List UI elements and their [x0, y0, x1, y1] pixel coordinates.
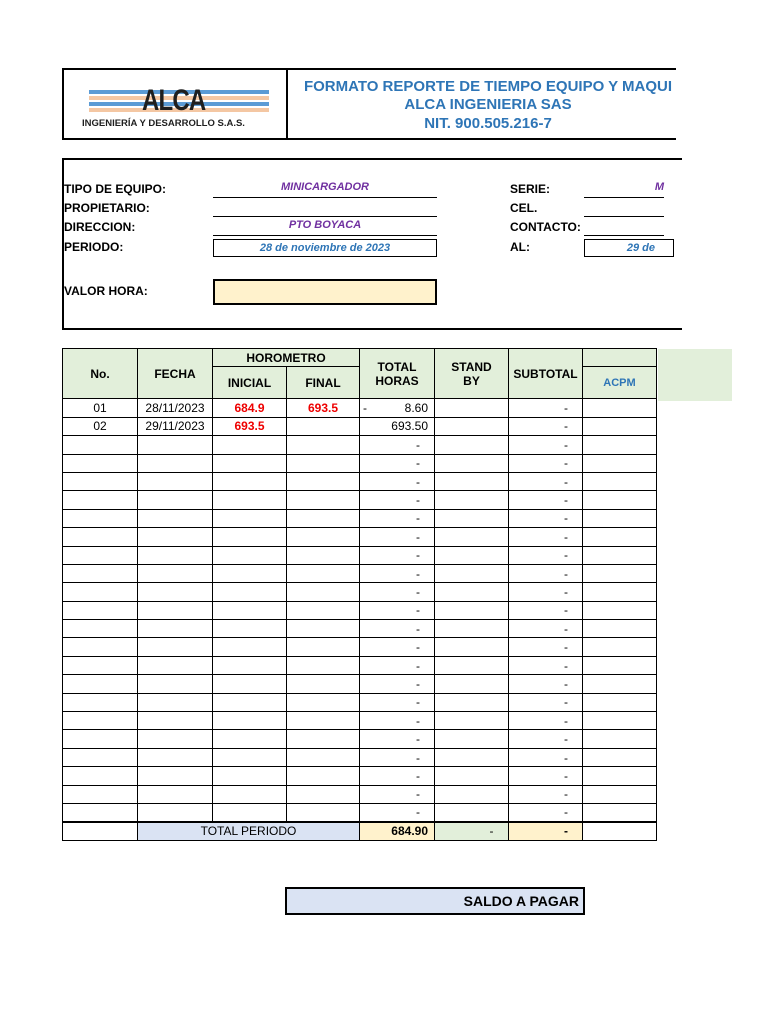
- col-header-subtotal: SUBTOTAL: [509, 349, 583, 399]
- cell-fecha[interactable]: [138, 767, 213, 785]
- al-field[interactable]: 29 de: [584, 239, 674, 257]
- cell-subtotal[interactable]: -: [509, 528, 583, 546]
- cell-total-horas[interactable]: -: [360, 748, 435, 766]
- total-subtotal: -: [509, 822, 583, 840]
- cell-no[interactable]: [63, 748, 138, 766]
- table-row: [63, 601, 657, 619]
- cell-final[interactable]: [287, 675, 360, 693]
- saldo-a-pagar: SALDO A PAGAR: [285, 887, 585, 915]
- propietario-field[interactable]: [213, 200, 437, 217]
- cell-final[interactable]: [287, 785, 360, 803]
- table-row: [63, 436, 657, 454]
- cell-inicial[interactable]: [213, 656, 287, 674]
- cell-no[interactable]: [63, 656, 138, 674]
- cell-total-lead: -: [363, 401, 367, 416]
- cell-subtotal[interactable]: -: [509, 693, 583, 711]
- cell-stand-by[interactable]: [435, 417, 509, 435]
- cell-subtotal[interactable]: -: [509, 601, 583, 619]
- cell-total-value: 8.60: [404, 401, 428, 416]
- cell-acpm[interactable]: [583, 472, 657, 490]
- table-row: [63, 564, 657, 582]
- serie-label: SERIE:: [510, 182, 551, 196]
- cell-final[interactable]: [287, 620, 360, 638]
- table-row: [63, 693, 657, 711]
- table-row: [63, 546, 657, 564]
- cell-fecha[interactable]: [138, 528, 213, 546]
- title-box: [286, 68, 676, 140]
- cell-fecha[interactable]: [138, 546, 213, 564]
- cell-acpm[interactable]: [583, 417, 657, 435]
- cell-subtotal[interactable]: -: [509, 675, 583, 693]
- col-header-stand-by: [435, 349, 509, 399]
- cell-no[interactable]: [63, 583, 138, 601]
- cell-subtotal[interactable]: -: [509, 785, 583, 803]
- cell-fecha[interactable]: [138, 638, 213, 656]
- cell-inicial[interactable]: [213, 803, 287, 821]
- table-row: [63, 399, 657, 417]
- contacto-label: CONTACTO:: [510, 220, 581, 234]
- cell-acpm[interactable]: [583, 509, 657, 527]
- cell-stand-by[interactable]: [435, 712, 509, 730]
- cell-fecha[interactable]: [138, 454, 213, 472]
- cell-subtotal[interactable]: -: [509, 417, 583, 435]
- cell-inicial[interactable]: [213, 528, 287, 546]
- cell-subtotal[interactable]: -: [509, 620, 583, 638]
- cell-final[interactable]: [287, 436, 360, 454]
- cell-no[interactable]: [63, 638, 138, 656]
- cell-stand-by[interactable]: [435, 472, 509, 490]
- cell-inicial[interactable]: [213, 491, 287, 509]
- table-row: [63, 620, 657, 638]
- valor-hora-label: VALOR HORA:: [64, 284, 148, 298]
- cell-total-horas[interactable]: [360, 399, 435, 417]
- cell-inicial[interactable]: [213, 620, 287, 638]
- report-title: FORMATO REPORTE DE TIEMPO EQUIPO Y MAQUI: [303, 78, 673, 95]
- cell-subtotal[interactable]: -: [509, 509, 583, 527]
- cell-inicial[interactable]: [213, 767, 287, 785]
- cell-stand-by[interactable]: [435, 601, 509, 619]
- cell-no[interactable]: [63, 693, 138, 711]
- cell-final[interactable]: [287, 472, 360, 490]
- cell-acpm[interactable]: [583, 638, 657, 656]
- cell-subtotal[interactable]: -: [509, 564, 583, 582]
- cell-subtotal[interactable]: -: [509, 399, 583, 417]
- cell-total-horas[interactable]: -: [360, 712, 435, 730]
- col-header-no: No.: [63, 349, 138, 399]
- cell-fecha[interactable]: [138, 583, 213, 601]
- cell-stand-by[interactable]: [435, 546, 509, 564]
- cell-stand-by[interactable]: [435, 767, 509, 785]
- cell-total-horas[interactable]: -: [360, 693, 435, 711]
- logo-subtitle: INGENIERÍA Y DESARROLLO S.A.S.: [82, 118, 245, 129]
- table-row: [63, 675, 657, 693]
- cell-total-horas[interactable]: [360, 417, 435, 435]
- cell-final[interactable]: [287, 638, 360, 656]
- cell-subtotal[interactable]: -: [509, 748, 583, 766]
- cell-no[interactable]: [63, 472, 138, 490]
- total-row: [63, 822, 657, 840]
- cell-total-horas[interactable]: -: [360, 546, 435, 564]
- logo-box: [62, 68, 286, 140]
- cell-stand-by[interactable]: [435, 564, 509, 582]
- cell-fecha[interactable]: [138, 656, 213, 674]
- cell-inicial[interactable]: [213, 638, 287, 656]
- cell-fecha[interactable]: [138, 675, 213, 693]
- direccion-field[interactable]: PTO BOYACA: [213, 219, 437, 236]
- col-header-fecha: FECHA: [138, 349, 213, 399]
- cell-total-horas[interactable]: -: [360, 491, 435, 509]
- cell-stand-by[interactable]: [435, 785, 509, 803]
- table-row: [63, 528, 657, 546]
- cell-acpm[interactable]: [583, 436, 657, 454]
- cell-inicial[interactable]: [213, 564, 287, 582]
- cell-subtotal[interactable]: -: [509, 491, 583, 509]
- cell-inicial[interactable]: [213, 785, 287, 803]
- cell-total-horas[interactable]: -: [360, 638, 435, 656]
- cell-final[interactable]: [287, 546, 360, 564]
- cell-acpm[interactable]: [583, 675, 657, 693]
- cell-stand-by[interactable]: [435, 491, 509, 509]
- cell-subtotal[interactable]: -: [509, 638, 583, 656]
- cell-inicial[interactable]: [213, 509, 287, 527]
- cell-stand-by[interactable]: [435, 675, 509, 693]
- cell-final[interactable]: [287, 564, 360, 582]
- cell-no[interactable]: [63, 767, 138, 785]
- table-row: [63, 712, 657, 730]
- cell-inicial[interactable]: [213, 546, 287, 564]
- cell-acpm[interactable]: [583, 656, 657, 674]
- cell-total-horas[interactable]: -: [360, 767, 435, 785]
- cell-final[interactable]: [287, 528, 360, 546]
- total-acpm: [583, 822, 657, 840]
- cell-no[interactable]: [63, 675, 138, 693]
- cell-no[interactable]: [63, 491, 138, 509]
- cell-inicial[interactable]: [213, 712, 287, 730]
- cell-final[interactable]: [287, 491, 360, 509]
- tipo-equipo-label: TIPO DE EQUIPO:: [64, 182, 167, 196]
- cell-total-horas[interactable]: -: [360, 675, 435, 693]
- cell-stand-by[interactable]: [435, 509, 509, 527]
- total-periodo-label: TOTAL PERIODO: [138, 822, 360, 840]
- cell-inicial[interactable]: [213, 748, 287, 766]
- cell-fecha[interactable]: [138, 620, 213, 638]
- company-nit: NIT. 900.505.216-7: [424, 115, 552, 132]
- table-row: [63, 472, 657, 490]
- direccion-label: DIRECCION:: [64, 220, 136, 234]
- total-horas-line2: HORAS: [375, 373, 419, 388]
- cell-no[interactable]: [63, 730, 138, 748]
- col-header-total-horas: [360, 349, 435, 399]
- cell-fecha[interactable]: 28/11/2023: [138, 399, 213, 417]
- stand-by-line2: BY: [463, 373, 480, 388]
- total-blank: [63, 822, 138, 840]
- cell-final[interactable]: [287, 693, 360, 711]
- cell-inicial[interactable]: [213, 436, 287, 454]
- cell-total-horas[interactable]: -: [360, 454, 435, 472]
- cell-subtotal[interactable]: -: [509, 730, 583, 748]
- cell-no[interactable]: [63, 803, 138, 821]
- cell-total-horas[interactable]: -: [360, 583, 435, 601]
- cell-acpm[interactable]: [583, 546, 657, 564]
- cell-no[interactable]: [63, 436, 138, 454]
- cel-field[interactable]: [584, 200, 664, 217]
- periodo-label: PERIODO:: [64, 240, 124, 254]
- al-label: AL:: [510, 240, 530, 254]
- propietario-label: PROPIETARIO:: [64, 201, 150, 215]
- cell-subtotal[interactable]: -: [509, 546, 583, 564]
- cell-final[interactable]: [287, 767, 360, 785]
- cell-no[interactable]: [63, 509, 138, 527]
- cell-fecha[interactable]: [138, 803, 213, 821]
- cell-inicial[interactable]: [213, 601, 287, 619]
- cell-final[interactable]: [287, 803, 360, 821]
- contacto-field[interactable]: [584, 219, 664, 236]
- cell-acpm[interactable]: [583, 767, 657, 785]
- cell-subtotal[interactable]: -: [509, 472, 583, 490]
- cell-stand-by[interactable]: [435, 528, 509, 546]
- cell-total-horas[interactable]: -: [360, 620, 435, 638]
- cell-acpm[interactable]: [583, 454, 657, 472]
- cell-acpm[interactable]: [583, 748, 657, 766]
- cell-fecha[interactable]: [138, 509, 213, 527]
- cell-stand-by[interactable]: [435, 638, 509, 656]
- cell-stand-by[interactable]: [435, 730, 509, 748]
- cell-subtotal[interactable]: -: [509, 454, 583, 472]
- cell-acpm[interactable]: [583, 564, 657, 582]
- table-row: [63, 454, 657, 472]
- cell-stand-by[interactable]: [435, 803, 509, 821]
- cell-total-horas[interactable]: -: [360, 509, 435, 527]
- cell-no[interactable]: [63, 712, 138, 730]
- table-row: [63, 583, 657, 601]
- cell-total-horas[interactable]: -: [360, 472, 435, 490]
- col-header-final: FINAL: [287, 367, 360, 399]
- cell-acpm[interactable]: [583, 712, 657, 730]
- cell-total-horas[interactable]: -: [360, 601, 435, 619]
- cell-total-horas[interactable]: -: [360, 528, 435, 546]
- cell-acpm[interactable]: [583, 785, 657, 803]
- cell-final[interactable]: [287, 583, 360, 601]
- cell-subtotal[interactable]: -: [509, 767, 583, 785]
- cell-subtotal[interactable]: -: [509, 803, 583, 821]
- cell-no[interactable]: [63, 601, 138, 619]
- cell-inicial[interactable]: [213, 583, 287, 601]
- cell-acpm[interactable]: [583, 803, 657, 821]
- col-header-acpm: ACPM: [583, 367, 657, 399]
- col-header-blank: [583, 349, 657, 367]
- cell-fecha[interactable]: [138, 785, 213, 803]
- cell-acpm[interactable]: [583, 620, 657, 638]
- table-row: [63, 748, 657, 766]
- cell-total-horas[interactable]: -: [360, 436, 435, 454]
- cell-total-horas[interactable]: -: [360, 564, 435, 582]
- valor-hora-field[interactable]: [213, 279, 437, 305]
- table-row: [63, 638, 657, 656]
- cell-stand-by[interactable]: [435, 693, 509, 711]
- cell-stand-by[interactable]: [435, 620, 509, 638]
- cell-inicial[interactable]: [213, 454, 287, 472]
- cell-fecha[interactable]: 29/11/2023: [138, 417, 213, 435]
- cell-fecha[interactable]: [138, 693, 213, 711]
- cell-stand-by[interactable]: [435, 583, 509, 601]
- cell-no[interactable]: [63, 528, 138, 546]
- cell-stand-by[interactable]: [435, 748, 509, 766]
- cel-label: CEL.: [510, 201, 538, 215]
- cell-no[interactable]: [63, 564, 138, 582]
- cell-subtotal[interactable]: -: [509, 656, 583, 674]
- cell-subtotal[interactable]: -: [509, 583, 583, 601]
- col-header-horometro: HOROMETRO: [213, 349, 360, 367]
- cell-stand-by[interactable]: [435, 454, 509, 472]
- serie-field[interactable]: M: [584, 181, 664, 198]
- logo-wordmark: ALCA: [142, 84, 206, 117]
- cell-fecha[interactable]: [138, 730, 213, 748]
- total-horas-line1: TOTAL: [377, 359, 417, 374]
- cell-final[interactable]: [287, 509, 360, 527]
- cell-final[interactable]: 693.5: [287, 399, 360, 417]
- table-row: [63, 730, 657, 748]
- cell-acpm[interactable]: [583, 730, 657, 748]
- hours-table: [62, 348, 657, 841]
- cell-no[interactable]: [63, 454, 138, 472]
- cell-fecha[interactable]: [138, 748, 213, 766]
- company-name: ALCA INGENIERIA SAS: [404, 96, 572, 113]
- cell-no[interactable]: 02: [63, 417, 138, 435]
- cell-subtotal[interactable]: -: [509, 436, 583, 454]
- cell-stand-by[interactable]: [435, 399, 509, 417]
- equipment-info-box: [62, 158, 682, 330]
- cell-fecha[interactable]: [138, 712, 213, 730]
- header-fill-extension: [658, 349, 732, 401]
- cell-subtotal[interactable]: -: [509, 712, 583, 730]
- cell-no[interactable]: 01: [63, 399, 138, 417]
- cell-inicial[interactable]: [213, 730, 287, 748]
- cell-inicial[interactable]: [213, 472, 287, 490]
- cell-total-horas[interactable]: -: [360, 656, 435, 674]
- cell-final[interactable]: [287, 730, 360, 748]
- cell-no[interactable]: [63, 785, 138, 803]
- tipo-equipo-field[interactable]: MINICARGADOR: [213, 181, 437, 198]
- total-stand-by: -: [435, 822, 509, 840]
- cell-fecha[interactable]: [138, 436, 213, 454]
- table-row: [63, 491, 657, 509]
- stand-by-line1: STAND: [451, 359, 492, 374]
- cell-final[interactable]: [287, 712, 360, 730]
- total-periodo-horas: 684.90: [360, 822, 435, 840]
- table-row: [63, 417, 657, 435]
- col-header-inicial: INICIAL: [213, 367, 287, 399]
- cell-inicial[interactable]: [213, 675, 287, 693]
- cell-fecha[interactable]: [138, 472, 213, 490]
- cell-acpm[interactable]: [583, 528, 657, 546]
- cell-fecha[interactable]: [138, 601, 213, 619]
- table-row: [63, 767, 657, 785]
- cell-acpm[interactable]: [583, 693, 657, 711]
- cell-inicial[interactable]: [213, 693, 287, 711]
- cell-stand-by[interactable]: [435, 656, 509, 674]
- cell-fecha[interactable]: [138, 564, 213, 582]
- periodo-field[interactable]: 28 de noviembre de 2023: [213, 239, 437, 257]
- cell-total-horas[interactable]: -: [360, 803, 435, 821]
- cell-total-horas[interactable]: -: [360, 730, 435, 748]
- cell-total-value: 693.50: [391, 419, 428, 434]
- cell-no[interactable]: [63, 620, 138, 638]
- cell-inicial[interactable]: 693.5: [213, 417, 287, 435]
- cell-no[interactable]: [63, 546, 138, 564]
- cell-total-horas[interactable]: -: [360, 785, 435, 803]
- cell-final[interactable]: [287, 656, 360, 674]
- cell-fecha[interactable]: [138, 491, 213, 509]
- cell-final[interactable]: [287, 748, 360, 766]
- table-row: [63, 803, 657, 821]
- table-row: [63, 785, 657, 803]
- cell-acpm[interactable]: [583, 601, 657, 619]
- cell-final[interactable]: [287, 417, 360, 435]
- cell-final[interactable]: [287, 454, 360, 472]
- cell-final[interactable]: [287, 601, 360, 619]
- cell-acpm[interactable]: [583, 583, 657, 601]
- cell-acpm[interactable]: [583, 399, 657, 417]
- table-row: [63, 509, 657, 527]
- table-row: [63, 656, 657, 674]
- cell-acpm[interactable]: [583, 491, 657, 509]
- cell-stand-by[interactable]: [435, 436, 509, 454]
- cell-inicial[interactable]: 684.9: [213, 399, 287, 417]
